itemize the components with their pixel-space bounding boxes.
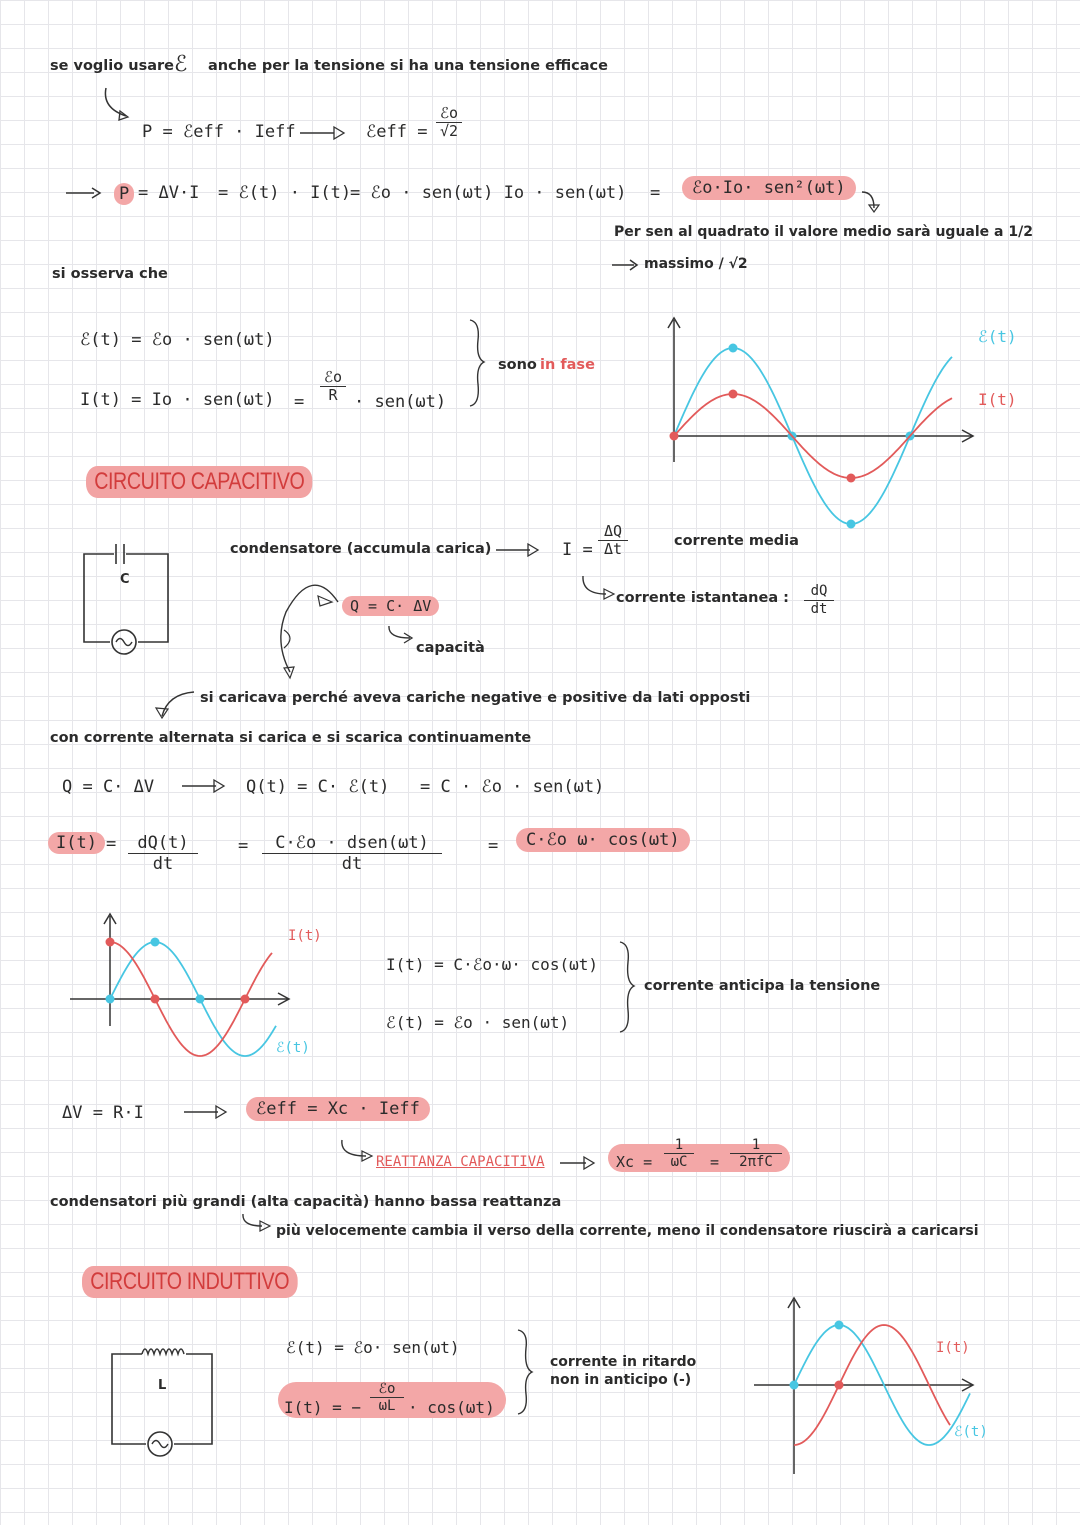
sys-current-eq: I(t) = C·ℰo·ω· cos(ωt)	[386, 955, 598, 974]
emf-curve-point-0	[729, 344, 738, 353]
curved-arrow-icon	[860, 188, 884, 216]
xc-den: ωC	[670, 1154, 688, 1170]
hook-arrow-icon	[100, 86, 140, 126]
cap-graph-label-e: ℰ(t)	[276, 1040, 310, 1056]
emf-curve-point-1	[151, 938, 160, 947]
ind-num: ℰo	[378, 1381, 396, 1397]
in-phase-graph	[660, 312, 980, 542]
inductor-label: L	[158, 1378, 167, 1393]
emf-curve-point-0	[106, 995, 115, 1004]
current-tail: · sen(ωt)	[354, 392, 447, 412]
e-eff-xc-highlight: ℰeff = Xc · Ieff	[246, 1097, 430, 1121]
i-cos-highlight: C·ℰo ω· cos(ωt)	[516, 828, 690, 852]
current-curve-point-0	[835, 1381, 844, 1390]
ind-emf-eq: ℰ(t) = ℰo· sen(ωt)	[286, 1338, 460, 1357]
sono-label: sono	[498, 357, 537, 373]
si-osserva: si osserva che	[52, 266, 168, 282]
emf-equation: ℰ(t) = ℰo · sen(ωt)	[80, 330, 275, 350]
intro-line1-b: anche per la tensione si ha una tensione efficace	[208, 58, 608, 74]
i-delta-den: Δt	[603, 540, 623, 558]
arrow-right-icon	[300, 126, 346, 140]
xc-fraction2	[730, 1138, 782, 1169]
emf-curve-point-1	[835, 1321, 844, 1330]
current-curve-point-2	[847, 474, 856, 483]
brace	[466, 318, 488, 408]
heading-capacitivo: CIRCUITO CAPACITIVO	[86, 466, 313, 498]
note-massimo: massimo / √2	[644, 256, 748, 272]
current-eq-sign: =	[294, 392, 305, 412]
grandi-text: condensatori più grandi (alta capacità) hanno bassa reattanza	[50, 1194, 562, 1210]
i-deriv2-eq: =	[238, 836, 249, 856]
dq-dt-fraction	[804, 584, 834, 617]
e-eff-fraction	[436, 106, 462, 139]
capacitor-label: C	[120, 572, 130, 587]
legend-emf: ℰ(t)	[978, 327, 1017, 346]
coil-icon	[142, 1349, 184, 1354]
arrow-right-icon	[66, 186, 106, 200]
q-cv-line: Q = C· ΔV	[62, 777, 155, 797]
arrow-right-icon	[182, 779, 228, 793]
in-fase-label: in fase	[540, 357, 595, 373]
dsen-fraction	[262, 834, 442, 873]
xc-num: 1	[674, 1137, 684, 1153]
xc-fraction	[664, 1138, 694, 1169]
emf-symbol: ℰ	[174, 52, 188, 77]
ind-den: ωL	[378, 1398, 396, 1414]
i-deriv3-eq: =	[488, 836, 499, 856]
p-eq1: = ℰ(t) · I(t)	[218, 183, 352, 203]
dsen-den: dt	[341, 854, 363, 874]
arrow-right-icon	[612, 258, 642, 272]
condensatore-text: condensatore (accumula carica)	[230, 541, 492, 557]
i-t-highlight: I(t)	[48, 832, 105, 854]
corrente-media: corrente media	[674, 533, 799, 549]
intro-line1-a: se voglio usare	[50, 58, 174, 74]
caricava-text: si caricava perché aveva cariche negative e positive da lati opposti	[200, 690, 751, 706]
dq-t-num: dQ(t)	[137, 833, 189, 853]
dq-t-fraction	[128, 834, 198, 873]
dq-num: dQ	[810, 583, 828, 599]
cap-graph-label-i: I(t)	[288, 928, 322, 944]
dv-ri-line: ΔV = R·I	[62, 1103, 144, 1123]
p-label: P	[114, 183, 134, 205]
emf-curve-point-2	[847, 520, 856, 529]
capacitor-circuit-diagram	[80, 540, 172, 658]
ind-graph-label-e: ℰ(t)	[954, 1424, 988, 1440]
p-eff-formula: P = ℰeff · Ieff	[142, 122, 296, 142]
capacitive-graph	[66, 908, 306, 1068]
hook-arrow-icon	[240, 1212, 274, 1236]
ind-current-tail: · cos(ωt)	[408, 1398, 495, 1417]
brace	[616, 940, 638, 1034]
i-delta-num: ΔQ	[603, 522, 623, 540]
e-eff-num: ℰo	[439, 104, 459, 122]
emf-curve-point-2	[196, 995, 205, 1004]
arrow-right-icon	[496, 543, 542, 557]
e-eff-den: √2	[439, 122, 459, 140]
current-equation: I(t) = Io · sen(ωt)	[80, 390, 275, 410]
alternata-text: con corrente alternata si carica e si scarica continuamente	[50, 730, 532, 746]
note-sen-quadrato: Per sen al quadrato il valore medio sarà uguale a 1/2	[614, 224, 1033, 240]
current-fraction	[320, 370, 346, 403]
current-den: R	[328, 386, 338, 404]
xc-num2: 1	[751, 1137, 761, 1153]
i-delta-fraction	[598, 524, 628, 557]
q-t-expanded: = C · ℰo · sen(ωt)	[420, 777, 605, 797]
legend-current: I(t)	[978, 390, 1017, 409]
current-curve-point-0	[670, 432, 679, 441]
e-eff-formula: ℰeff =	[366, 122, 428, 142]
capacita-label: capacità	[416, 640, 485, 656]
hook-arrow-icon	[580, 574, 620, 602]
ritardo-line1: corrente in ritardo	[550, 1354, 697, 1370]
i-deriv-eq: =	[106, 834, 117, 854]
i-delta-eq: I =	[562, 540, 593, 560]
hook-arrow-icon	[338, 1138, 378, 1166]
p-rest: = ΔV·I	[138, 183, 200, 203]
ritardo-line2: non in anticipo (-)	[550, 1372, 692, 1388]
ind-graph-label-i: I(t)	[936, 1340, 970, 1356]
dq-t-den: dt	[152, 854, 174, 874]
p-eq3: =	[650, 183, 661, 203]
current-curve-point-2	[241, 995, 250, 1004]
corrente-istantanea: corrente istantanea :	[616, 590, 789, 606]
ind-current-label: I(t) = −	[284, 1398, 362, 1417]
xc-den2: 2πfC	[739, 1154, 773, 1170]
q-t-line: Q(t) = C· ℰ(t)	[246, 777, 390, 797]
hook-arrow-icon	[386, 624, 416, 646]
inductor-circuit-diagram	[108, 1340, 218, 1458]
p-highlight: ℰo·Io· sen²(ωt)	[682, 176, 856, 200]
dsen-num: C·ℰo · dsen(ωt)	[275, 833, 429, 853]
current-curve-point-1	[151, 995, 160, 1004]
heading-induttivo: CIRCUITO INDUTTIVO	[82, 1266, 297, 1298]
xc-eq: Xc =	[616, 1153, 653, 1171]
ind-fraction	[370, 1382, 404, 1413]
current-curve-point-1	[729, 390, 738, 399]
q-cv-highlight: Q = C· ΔV	[342, 596, 439, 616]
current-curve-point-0	[106, 938, 115, 947]
p-eq2: = ℰo · sen(ωt) Io · sen(ωt)	[350, 183, 627, 203]
brace	[514, 1328, 536, 1416]
anticipa-text: corrente anticipa la tensione	[644, 978, 881, 994]
curved-arrows-icon	[272, 572, 352, 682]
emf-curve-point-0	[790, 1381, 799, 1390]
dq-den: dt	[810, 601, 828, 617]
curved-arrow-icon	[154, 688, 198, 722]
arrow-right-icon	[560, 1156, 600, 1170]
reattanza-label: REATTANZA CAPACITIVA	[376, 1154, 545, 1170]
xc-eq2: =	[710, 1153, 720, 1171]
current-num: ℰo	[323, 368, 343, 386]
inductive-graph	[750, 1292, 990, 1482]
velocemente-text: più velocemente cambia il verso della corrente, meno il condensatore riuscirà a caricarsi	[276, 1223, 979, 1239]
arrow-right-icon	[184, 1105, 230, 1119]
sys-emf-eq: ℰ(t) = ℰo · sen(ωt)	[386, 1013, 570, 1032]
